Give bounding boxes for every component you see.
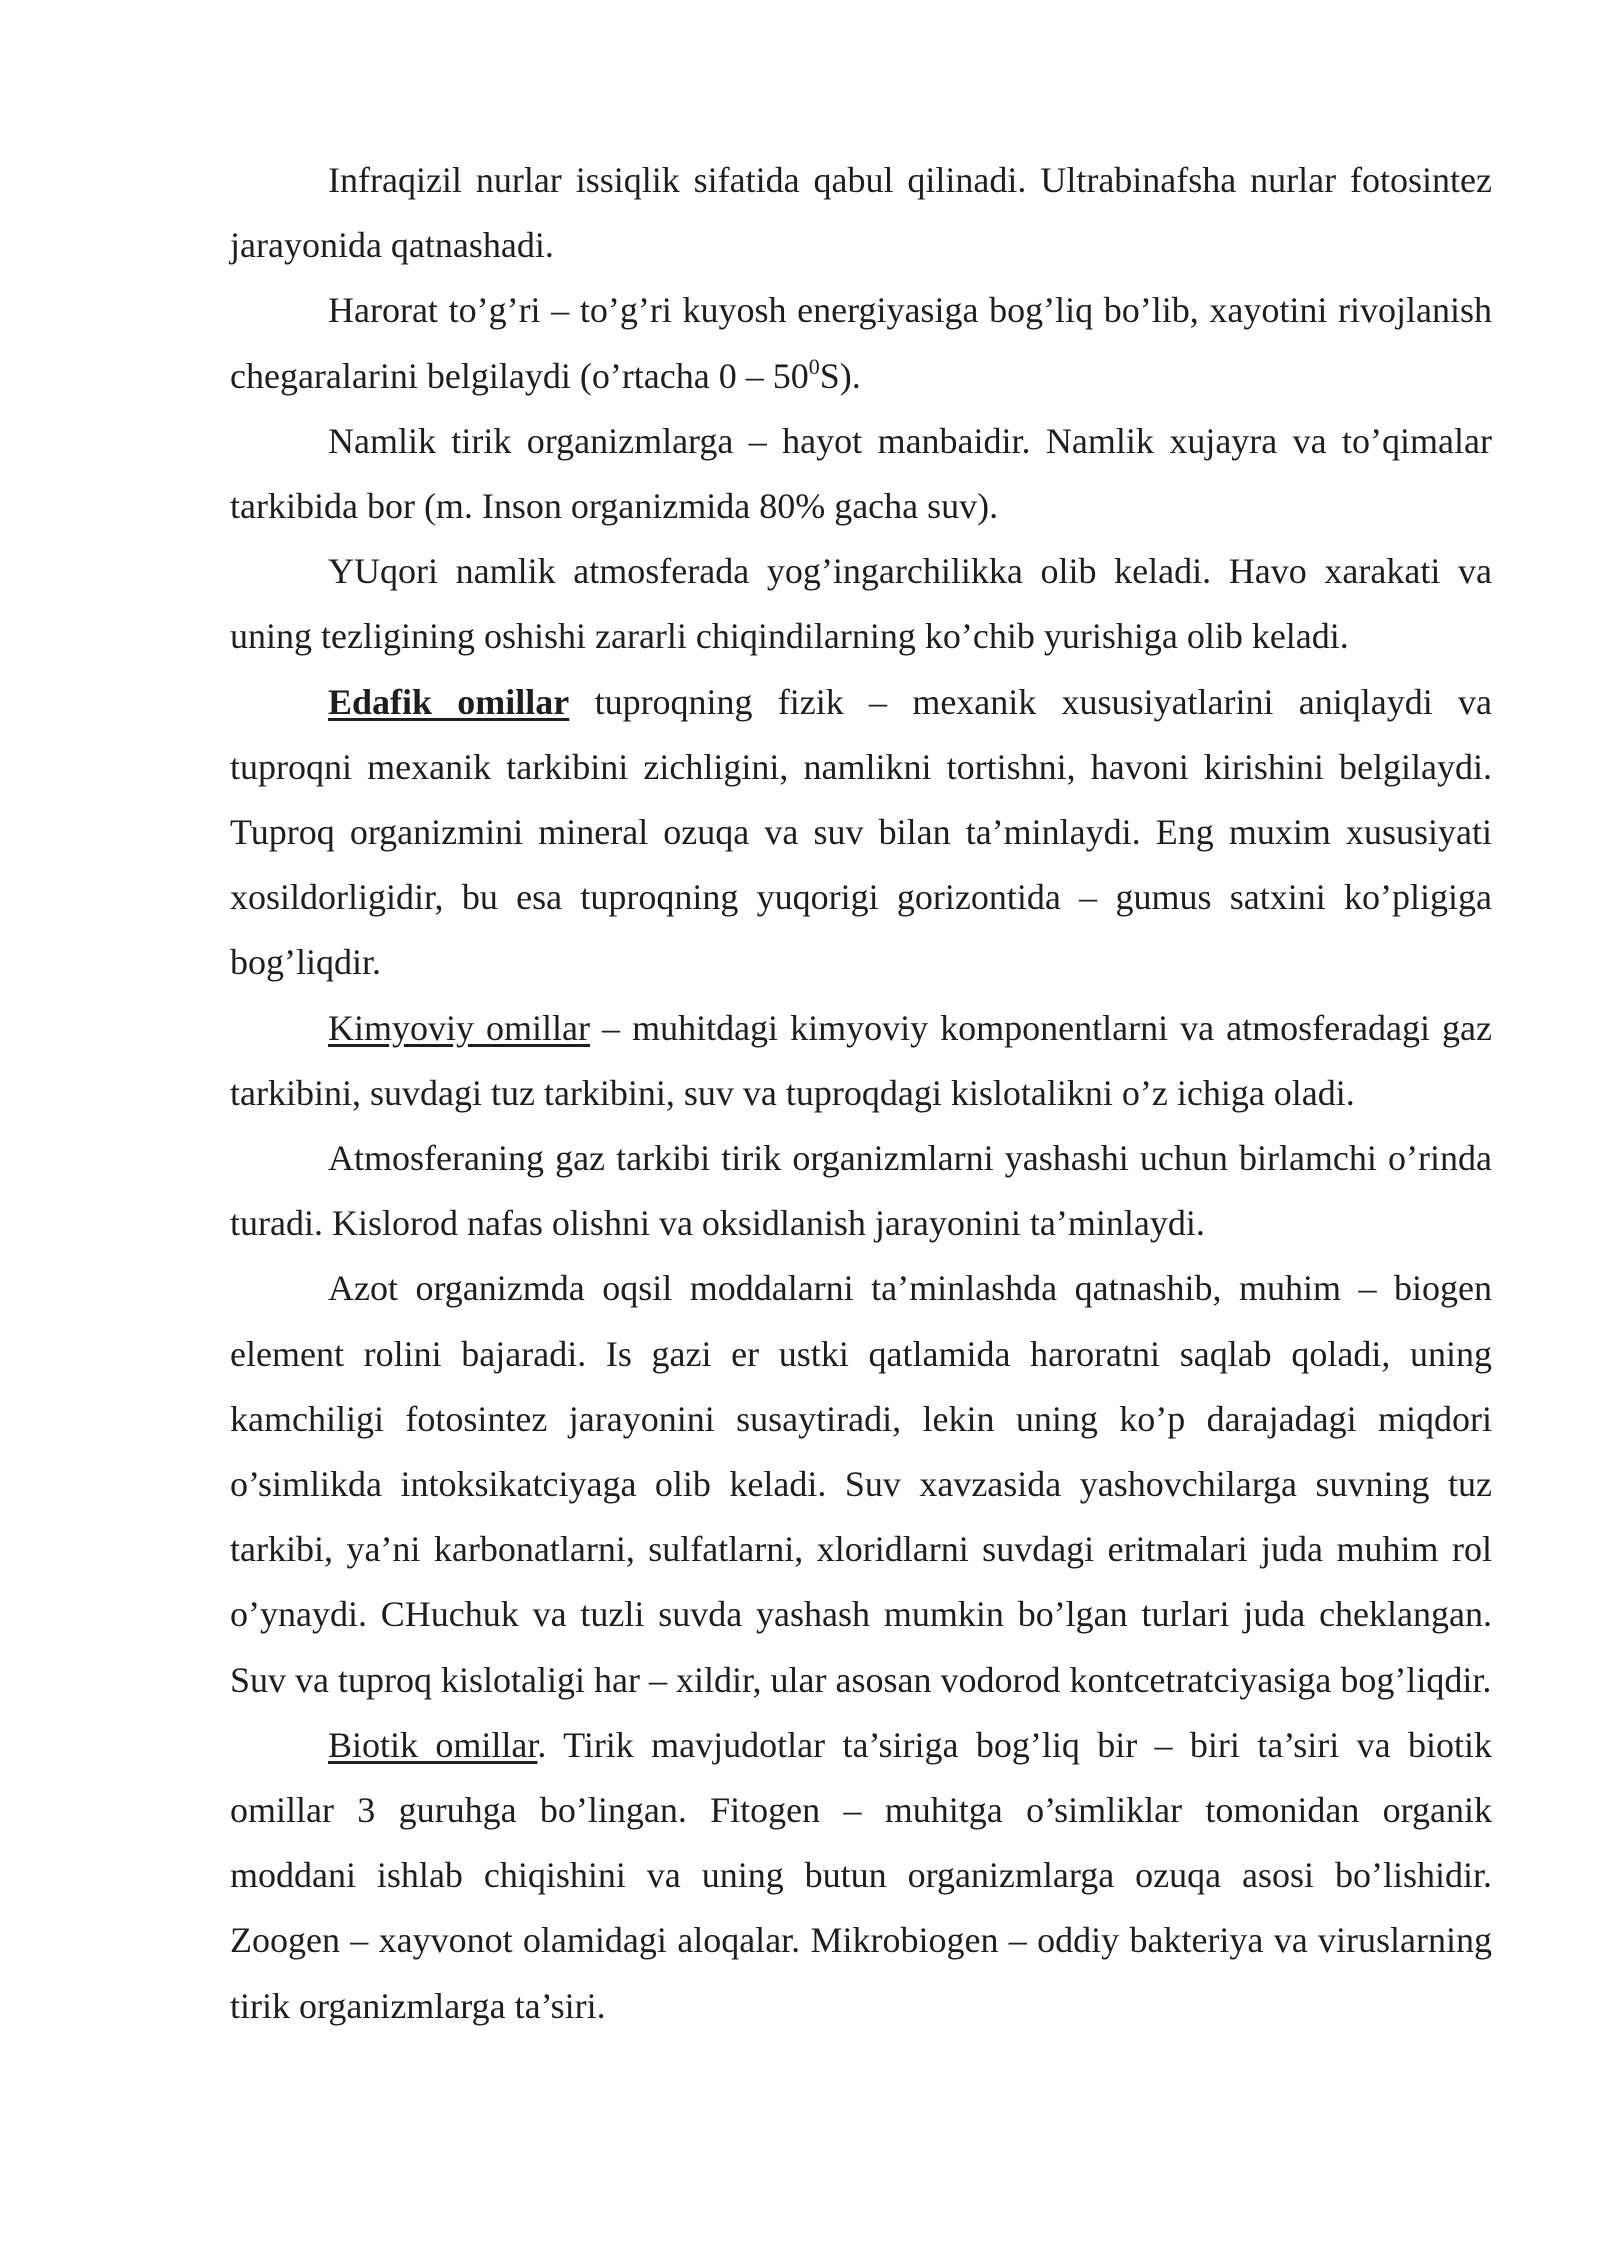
paragraph-biotic-factors — [230, 1713, 1492, 2039]
term-edaphic-factors: Edafik omillar — [328, 681, 570, 722]
paragraph-text: . Tirik mavjudotlar ta’siriga bog’liq bir – biri ta’siri va biotik omillar 3 guruhga bo’lingan. Fitogen – muhitga o’simliklar tomonidan organik moddani ishlab chiqishini va uning butun organizmlarga ozuqa asosi bo’lishidir. Zoogen – xayvonot olamidagi aloqalar. Mikrobiogen – oddiy bakteriya va viruslarning tirik organizmlarga ta’siri. — [230, 1724, 1492, 2026]
term-biotic-factors: Biotik omillar — [328, 1724, 538, 1765]
paragraph-text-end: S). — [819, 355, 861, 396]
paragraph-radiation — [230, 148, 1492, 278]
paragraph-chemical-factors — [230, 996, 1492, 1126]
paragraph-atmosphere-gas — [230, 1126, 1492, 1256]
paragraph-text: tuproqning fizik – mexanik xususiyatlarini aniqlaydi va tuproqni mexanik tarkibini zichligini, namlikni tortishni, havoni kirishini belgilaydi. Tuproq organizmini mineral ozuqa va suv bilan ta’minlaydi. Eng muxim xususiyati xosildorligidir, bu esa tuproqning yuqorigi gorizontida – gumus satxini ko’pligiga bog’liqdir. — [230, 681, 1492, 983]
term-chemical-factors: Kimyoviy omillar — [328, 1007, 591, 1048]
paragraph-text: Infraqizil nurlar issiqlik sifatida qabul qilinadi. Ultrabinafsha nurlar fotosintez jarayonida qatnashadi. — [230, 160, 1492, 266]
paragraph-text: – muhitdagi kimyoviy komponentlarni va atmosferadagi gaz tarkibini, suvdagi tuz tarkibini, suv va tuproqdagi kislotalikni o’z ichiga oladi. — [230, 1007, 1492, 1113]
paragraph-nitrogen — [230, 1256, 1492, 1712]
paragraph-edaphic-factors — [230, 670, 1492, 996]
paragraph-high-humidity — [230, 539, 1492, 669]
paragraph-humidity — [230, 409, 1492, 539]
paragraph-text: Namlik tirik organizmlarga – hayot manbaidir. Namlik xujayra va to’qimalar tarkibida bor (m. Inson organizmida 80% gacha suv). — [230, 420, 1492, 527]
paragraph-text: YUqori namlik atmosferada yog’ingarchilikka olib keladi. Havo xarakati va uning tezligining oshishi zararli chiqindilarning ko’chib yurishiga olib keladi. — [230, 551, 1492, 657]
paragraph-text: Harorat to’g’ri – to’g’ri kuyosh energiyasiga bog’liq bo’lib, xayotini rivojlanish chegaralarini belgilaydi (o’rtacha 0 – 50 — [230, 290, 1492, 396]
paragraph-text: Atmosferaning gaz tarkibi tirik organizmlarni yashashi uchun birlamchi o’rinda turadi. Kislorod nafas olishni va oksidlanish jarayonini ta’minlaydi. — [230, 1138, 1492, 1244]
document-page — [230, 148, 1492, 2039]
paragraph-temperature — [230, 278, 1492, 408]
paragraph-text: Azot organizmda oqsil moddalarni ta’minlashda qatnashib, muhim – biogen element rolini bajaradi. Is gazi er ustki qatlamida haroratni saqlab qoladi, uning kamchiligi fotosintez jarayonini susaytiradi, lekin uning ko’p darajadagi miqdori o’simlikda intoksikatciyaga olib keladi. Suv xavzasida yashovchilarga suvning tuz tarkibi, ya’ni karbonatlarni, sulfatlarni, xloridlarni suvdagi eritmalari juda muhim rol o’ynaydi. CHuchuk va tuzli suvda yashash mumkin bo’lgan turlari juda cheklangan. Suv va tuproq kislotaligi har – xildir, ular asosan vodorod kontcetratciyasiga bog’liqdir. — [230, 1268, 1492, 1700]
superscript-degree: 0 — [808, 353, 820, 379]
